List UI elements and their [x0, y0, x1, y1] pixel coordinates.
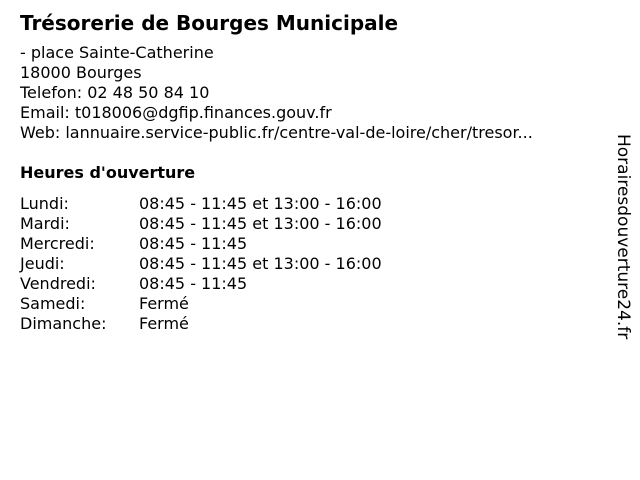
day-label: Lundi:	[20, 194, 69, 213]
email-line: Email: t018006@dgfip.finances.gouv.fr	[20, 103, 332, 122]
address-city: 18000 Bourges	[20, 63, 142, 82]
contact-block	[20, 43, 533, 143]
day-label: Mercredi:	[20, 234, 95, 253]
day-hours: Fermé	[139, 294, 189, 313]
day-hours: 08:45 - 11:45 et 13:00 - 16:00	[139, 214, 382, 233]
web-line: Web: lannuaire.service-public.fr/centre-val-de-loire/cher/tresor...	[20, 123, 533, 142]
day-label: Vendredi:	[20, 274, 96, 293]
day-label: Jeudi:	[20, 254, 65, 273]
day-hours: Fermé	[139, 314, 189, 333]
day-hours: 08:45 - 11:45	[139, 234, 248, 253]
day-label: Dimanche:	[20, 314, 107, 333]
day-hours: 08:45 - 11:45 et 13:00 - 16:00	[139, 194, 382, 213]
site-watermark: Horairesdouverture24.fr	[613, 134, 633, 340]
phone-line: Telefon: 02 48 50 84 10	[20, 83, 210, 102]
day-label: Samedi:	[20, 294, 86, 313]
day-hours: 08:45 - 11:45	[139, 274, 248, 293]
business-name: Trésorerie de Bourges Municipale	[20, 11, 399, 35]
day-label: Mardi:	[20, 214, 70, 233]
address-street: - place Sainte-Catherine	[20, 43, 214, 62]
hours-heading: Heures d'ouverture	[20, 163, 196, 182]
day-hours: 08:45 - 11:45 et 13:00 - 16:00	[139, 254, 382, 273]
